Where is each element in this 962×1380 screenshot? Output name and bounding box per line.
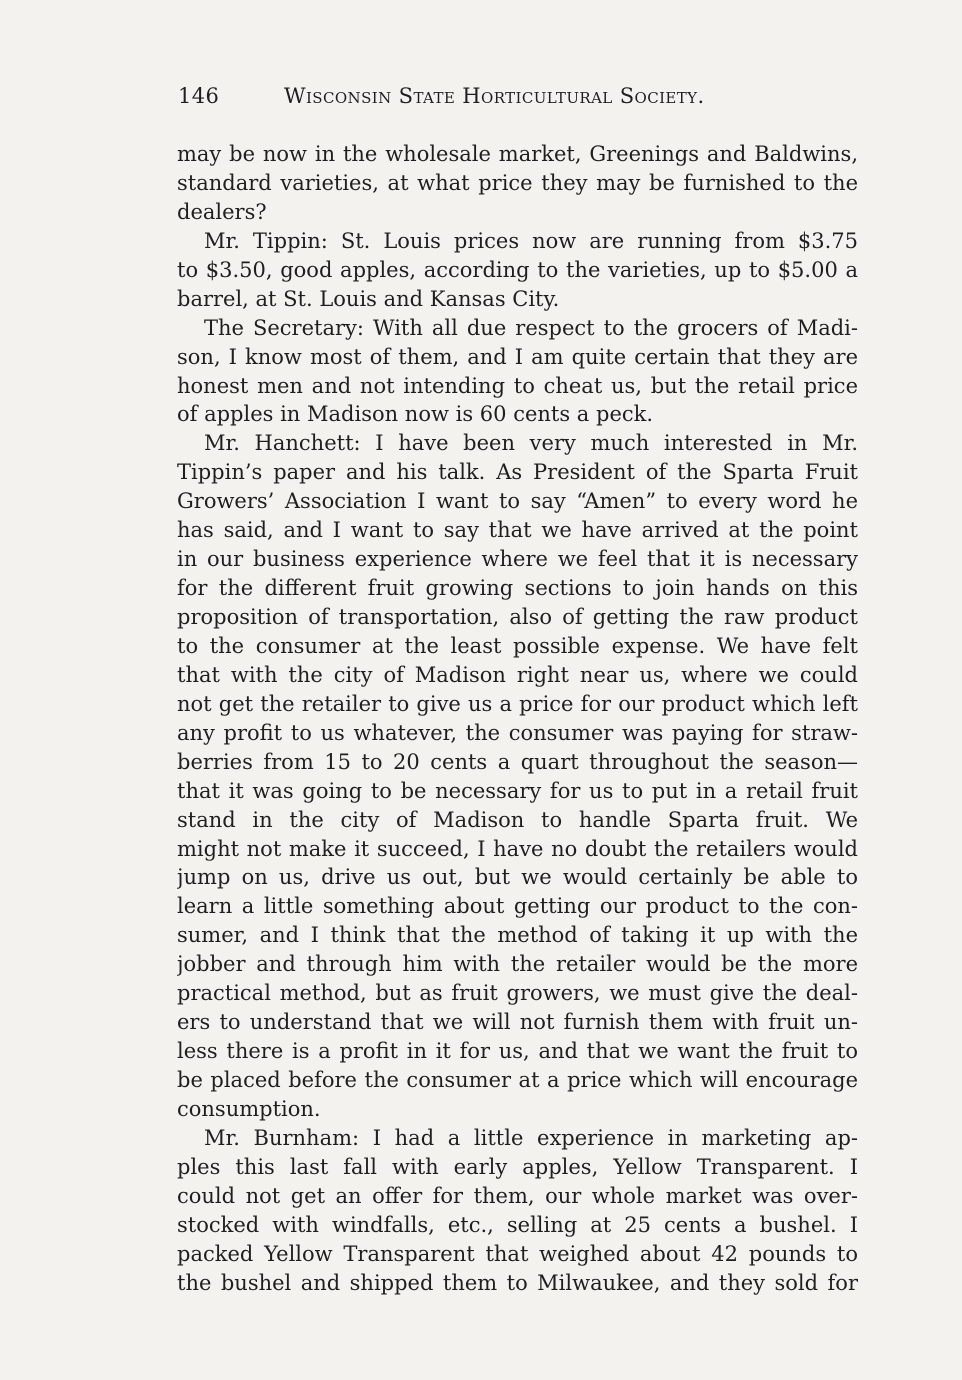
text-line: jobber and through him with the retailer would be the more: [177, 952, 858, 977]
text-line: jump on us, drive us out, but we would certainly be able to: [177, 865, 858, 890]
text-line: berries from 15 to 20 cents a quart throughout the season—: [177, 749, 858, 774]
text-line: has said, and I want to say that we have arrived at the point: [177, 518, 858, 543]
text-line: barrel, at St. Louis and Kansas City.: [177, 286, 560, 311]
page-header: [178, 84, 858, 114]
text-line: less there is a profit in it for us, and that we want the fruit to: [177, 1039, 858, 1064]
text-line: to $3.50, good apples, according to the varieties, up to $5.00 a: [177, 257, 858, 282]
text-line: not get the retailer to give us a price for our product which left: [177, 691, 858, 716]
text-line: ples this last fall with early apples, Yellow Transparent. I: [177, 1154, 858, 1179]
text-line: Tippin’s paper and his talk. As President of the Sparta Fruit: [177, 460, 858, 485]
text-line: the bushel and shipped them to Milwaukee, and they sold for: [177, 1270, 858, 1295]
text-line: in our business experience where we feel that it is necessary: [177, 547, 858, 572]
text-line: Mr. Hanchett: I have been very much interested in Mr.: [204, 431, 858, 456]
text-line: be placed before the consumer at a price which will encourage: [177, 1068, 858, 1092]
text-line: that with the city of Madison right near us, where we could: [177, 662, 858, 687]
text-line: consumption.: [177, 1096, 321, 1121]
text-line: of apples in Madison now is 60 cents a peck.: [177, 402, 654, 427]
text-line: son, I know most of them, and I am quite certain that they are: [177, 344, 858, 369]
running-head: Wisconsin State Horticultural Society.: [284, 84, 705, 108]
text-line: Mr. Burnham: I had a little experience in marketing ap-: [204, 1125, 858, 1150]
text-line: Mr. Tippin: St. Louis prices now are running from $3.75: [204, 228, 858, 253]
text-line: proposition of transportation, also of getting the raw product: [177, 605, 858, 629]
text-line: sumer, and I think that the method of taking it up with the: [177, 923, 858, 948]
text-line: practical method, but as fruit growers, we must give the deal-: [177, 981, 858, 1006]
text-line: standard varieties, at what price they may be furnished to the: [177, 170, 858, 195]
text-line: that it was going to be necessary for us to put in a retail fruit: [177, 778, 858, 803]
text-line: any profit to us whatever, the consumer was paying for straw-: [177, 720, 858, 745]
body-text: [177, 140, 858, 1298]
text-line: for the different fruit growing sections to join hands on this: [177, 576, 858, 601]
page-number: 146: [178, 84, 220, 108]
text-line: stocked with windfalls, etc., selling at 25 cents a bushel. I: [177, 1212, 858, 1237]
text-line: honest men and not intending to cheat us, but the retail price: [177, 373, 858, 398]
text-line: could not get an offer for them, our whole market was over-: [177, 1183, 858, 1208]
text-line: dealers?: [177, 199, 267, 224]
text-line: Growers’ Association I want to say “Amen” to every word he: [177, 489, 858, 514]
text-line: ers to understand that we will not furnish them with fruit un-: [177, 1010, 858, 1035]
text-line: to the consumer at the least possible expense. We have felt: [177, 633, 858, 658]
text-line: The Secretary: With all due respect to the grocers of Madi-: [204, 315, 858, 340]
text-line: might not make it succeed, I have no doubt the retailers would: [177, 836, 858, 861]
text-line: packed Yellow Transparent that weighed about 42 pounds to: [177, 1241, 858, 1266]
text-line: stand in the city of Madison to handle Sparta fruit. We: [177, 807, 858, 832]
text-line: learn a little something about getting our product to the con-: [177, 894, 858, 919]
text-line: may be now in the wholesale market, Greenings and Baldwins,: [177, 142, 858, 166]
